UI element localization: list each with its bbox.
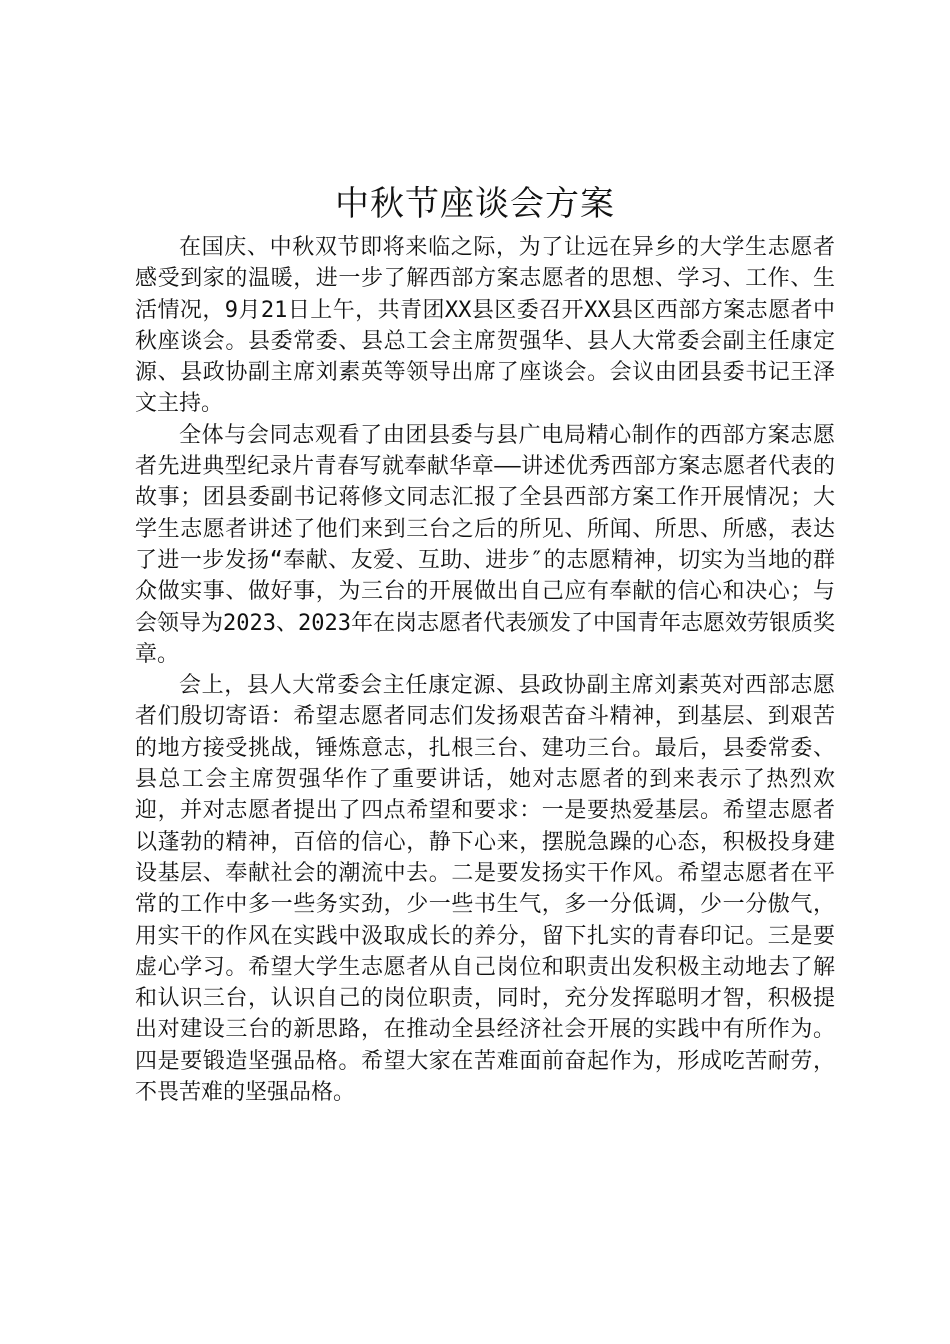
paragraph-3: 会上，县人大常委会主任康定源、县政协副主席刘素英对西部志愿者们殷切寄语：希望志愿者同志们发扬艰苦奋斗精神，到基层、到艰苦的地方接受挑战，锤炼意志，扎根三台、建功三台。最后，县委常委、县总工会主席贺强华作了重要讲话，她对志愿者的到来表示了热烈欢迎，并对志愿者提出了四点希望和要求：一是要热爱基层。希望志愿者以蓬勃的精神，百倍的信心，静下心来，摆脱急躁的心态，积极投身建设基层、奉献社会的潮流中去。二是要发扬实干作风。希望志愿者在平常的工作中多一些务实劲，少一些书生气，多一分低调，少一分傲气，用实干的作风在实践中汲取成长的养分，留下扎实的青春印记。三是要虚心学习。希望大学生志愿者从自己岗位和职责出发积极主动地去了解和认识三台，认识自己的岗位职责，同时，充分发挥聪明才智，积极提出对建设三台的新思路，在推动全县经济社会开展的实践中有所作为。四是要锻造坚强品格。希望大家在苦难面前奋起作为，形成吃苦耐劳，不畏苦难的坚强品格。 — [135, 673, 835, 1106]
paragraph-1: 在国庆、中秋双节即将来临之际，为了让远在异乡的大学生志愿者感受到家的温暖，进一步了解西部方案志愿者的思想、学习、工作、生活情况，9月21日上午，共青团XX县区委召开XX县区西部方案志愿者中秋座谈会。县委常委、县总工会主席贺强华、县人大常委会副主任康定源、县政协副主席刘素英等领导出席了座谈会。会议由团县委书记王泽文主持。 — [135, 235, 835, 417]
document-body — [135, 232, 835, 1108]
document-title: 中秋节座谈会方案 — [335, 184, 615, 224]
paragraph-2: 全体与会同志观看了由团县委与县广电局精心制作的西部方案志愿者先进典型纪录片青春写就奉献华章——讲述优秀西部方案志愿者代表的故事；团县委副书记蒋修文同志汇报了全县西部方案工作开展情况；大学生志愿者讲述了他们来到三台之后的所见、所闻、所思、所感，表达了进一步发扬“奉献、友爱、互助、进步″的志愿精神，切实为当地的群众做实事、做好事，为三台的开展做出自己应有奉献的信心和决心；与会领导为2023、2023年在岗志愿者代表颁发了中国青年志愿效劳银质奖章。 — [135, 422, 835, 667]
